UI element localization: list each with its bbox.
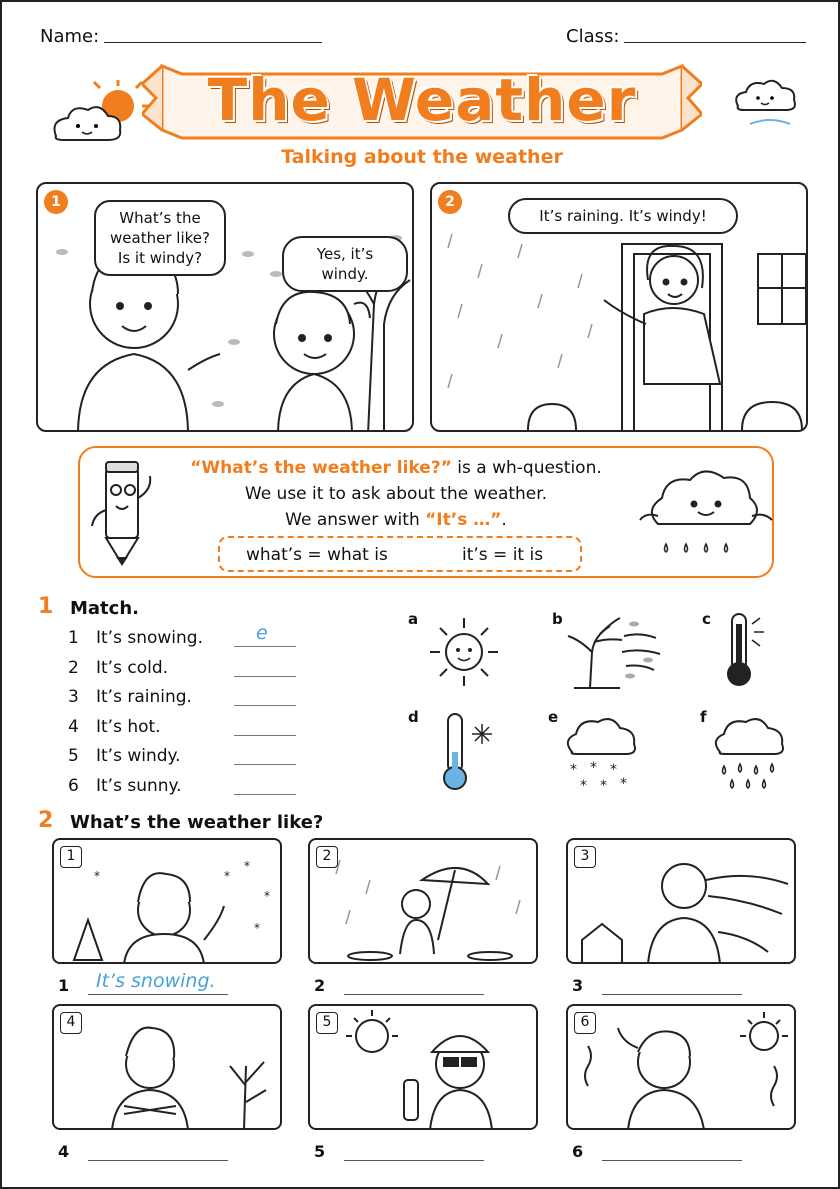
hot-child-illustration xyxy=(568,1006,796,1130)
match-item-number: 3 xyxy=(68,687,79,707)
exercise-2-number: 2 xyxy=(38,808,54,833)
picture-number-badge: 1 xyxy=(60,846,82,868)
name-field-line[interactable] xyxy=(104,42,322,43)
weather-picture-panel xyxy=(52,1004,282,1130)
writing-answer-line[interactable] xyxy=(602,994,742,995)
svg-text:*: * xyxy=(570,762,577,778)
match-answer-line[interactable] xyxy=(234,676,296,677)
page-title: The Weather xyxy=(207,66,637,134)
weather-picture-panel xyxy=(52,838,282,964)
svg-text:*: * xyxy=(224,869,230,883)
svg-text:*: * xyxy=(580,778,587,794)
match-item-number: 4 xyxy=(68,716,79,737)
writing-item-number: 4 xyxy=(58,1142,70,1161)
speech-bubble-woman: It’s raining. It’s windy! xyxy=(508,198,738,234)
match-item-text: It’s sunny. xyxy=(96,775,182,796)
match-answer: e xyxy=(256,622,268,644)
contraction-box xyxy=(218,536,582,572)
picture-number-badge: 4 xyxy=(60,1012,82,1034)
exercise-1-number: 1 xyxy=(38,594,54,619)
sun-icon xyxy=(426,614,502,690)
match-item-text: It’s raining. xyxy=(96,687,192,707)
picture-number-badge: 5 xyxy=(316,1012,338,1034)
match-item-number: 2 xyxy=(68,657,79,678)
story-panel-number: 1 xyxy=(44,190,68,214)
tip-question: “What’s the weather like?” xyxy=(190,458,452,478)
match-answer-line[interactable] xyxy=(234,735,296,736)
match-item-text: It’s snowing. xyxy=(96,628,203,648)
picture-letter-b: b xyxy=(552,610,563,628)
weather-picture-panel xyxy=(308,838,538,964)
svg-text:*: * xyxy=(244,859,250,873)
class-label: Class: xyxy=(566,26,620,47)
match-answer-line[interactable] xyxy=(234,705,296,706)
writing-answer-line[interactable] xyxy=(602,1160,742,1161)
rain-cloud-icon xyxy=(710,714,786,794)
story-panel-2 xyxy=(430,182,808,432)
writing-answer-line[interactable] xyxy=(344,1160,484,1161)
writing-answer-line[interactable] xyxy=(88,1160,228,1161)
svg-text:*: * xyxy=(590,760,597,776)
picture-letter-d: d xyxy=(408,708,419,726)
rain-cloud-mascot-icon xyxy=(638,460,778,564)
picture-letter-a: a xyxy=(408,610,419,628)
svg-text:*: * xyxy=(620,776,627,792)
picture-number-badge: 2 xyxy=(316,846,338,868)
cloud-decoration-icon xyxy=(730,70,810,134)
writing-answer-line[interactable] xyxy=(88,994,228,995)
writing-item-number: 6 xyxy=(572,1142,584,1161)
windy-child-illustration xyxy=(568,840,796,964)
picture-number-badge: 6 xyxy=(574,1012,596,1034)
sunny-child-illustration xyxy=(310,1006,538,1130)
sun-cloud-decoration-icon xyxy=(46,80,166,150)
picture-letter-e: e xyxy=(548,708,559,726)
writing-answer: It’s snowing. xyxy=(96,970,216,992)
tip-line-3-end: . xyxy=(501,510,507,530)
contraction-it-is: it’s = it is xyxy=(462,545,544,565)
tip-line-2: We use it to ask about the weather. xyxy=(244,484,548,504)
match-answer-line[interactable] xyxy=(234,794,296,795)
cold-child-illustration xyxy=(54,1006,282,1130)
match-item-text: It’s hot. xyxy=(96,716,161,737)
class-field-line[interactable] xyxy=(624,42,806,43)
svg-text:*: * xyxy=(610,762,617,778)
hot-thermometer-icon xyxy=(718,610,768,690)
svg-text:*: * xyxy=(94,869,100,883)
weather-picture-panel xyxy=(566,838,796,964)
match-item-number: 5 xyxy=(68,746,79,766)
svg-text:*: * xyxy=(254,921,260,935)
match-item-text: It’s windy. xyxy=(96,746,181,766)
match-answer-line[interactable] xyxy=(234,646,296,647)
match-item-number: 6 xyxy=(68,775,79,796)
weather-picture-panel xyxy=(566,1004,796,1130)
pencil-mascot-icon xyxy=(86,454,166,570)
writing-item-number: 1 xyxy=(58,976,70,995)
writing-item-number: 2 xyxy=(314,976,326,995)
exercise-1-title: Match. xyxy=(70,598,139,619)
match-item-text: It’s cold. xyxy=(96,657,169,678)
snow-cloud-icon xyxy=(562,714,638,794)
windy-tree-icon xyxy=(560,612,664,690)
page-subtitle: Talking about the weather xyxy=(281,146,563,168)
name-label: Name: xyxy=(40,26,100,47)
svg-text:*: * xyxy=(264,889,270,903)
match-answer-line[interactable] xyxy=(234,764,296,765)
writing-answer-line[interactable] xyxy=(344,994,484,995)
snowing-child-illustration xyxy=(54,840,282,964)
match-item-number: 1 xyxy=(68,628,79,648)
story-panel-number: 2 xyxy=(438,190,462,214)
tip-line-3-start: We answer with xyxy=(285,510,426,530)
rain-child-illustration xyxy=(310,840,538,964)
cold-thermometer-icon xyxy=(434,710,500,794)
exercise-2-title: What’s the weather like? xyxy=(70,812,324,833)
tip-answer: “It’s …” xyxy=(425,510,502,530)
tip-line-1-rest: is a wh-question. xyxy=(451,458,602,478)
weather-picture-panel xyxy=(308,1004,538,1130)
svg-text:*: * xyxy=(600,778,607,794)
story-panel-1 xyxy=(36,182,414,432)
picture-letter-f: f xyxy=(700,708,707,726)
speech-bubble-girl: Yes, it’s windy. xyxy=(282,236,408,292)
speech-bubble-boy: What’s the weather like? Is it windy? xyxy=(94,200,226,276)
contraction-what-is: what’s = what is xyxy=(246,545,388,565)
writing-item-number: 3 xyxy=(572,976,584,995)
writing-item-number: 5 xyxy=(314,1142,326,1161)
picture-letter-c: c xyxy=(702,610,711,628)
picture-number-badge: 3 xyxy=(574,846,596,868)
